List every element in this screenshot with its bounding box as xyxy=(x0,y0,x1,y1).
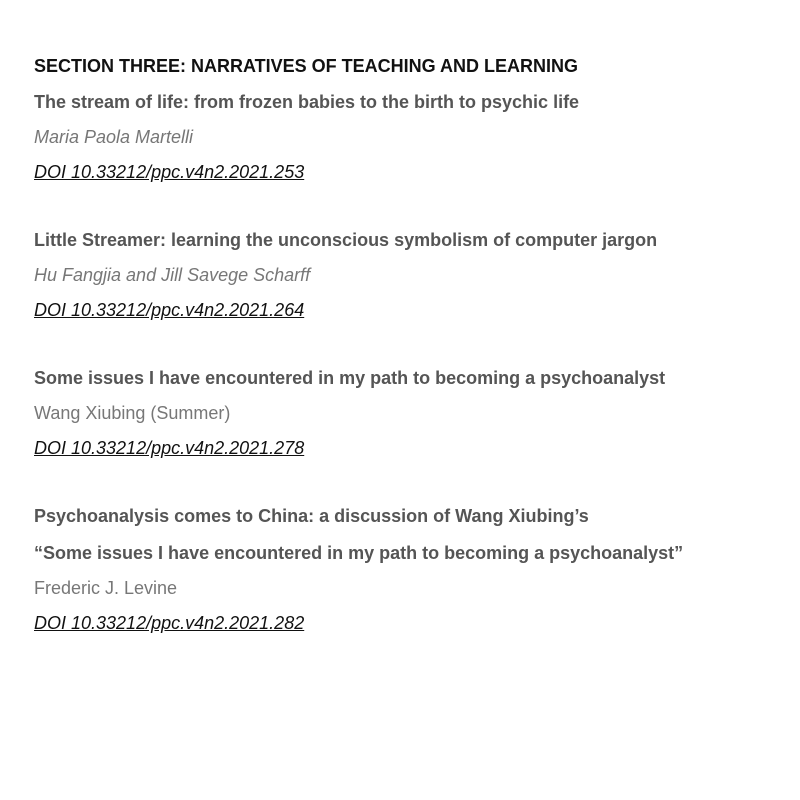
article-entry xyxy=(34,504,774,635)
article-authors: Maria Paola Martelli xyxy=(34,127,194,147)
article-authors: Wang Xiubing (Summer) xyxy=(34,403,231,423)
article-title-line: Little Streamer: learning the unconscious symbolism of computer jargon xyxy=(34,230,658,250)
article-doi-link[interactable]: DOI 10.33212/ppc.v4n2.2021.264 xyxy=(34,300,305,320)
article-doi-link[interactable]: DOI 10.33212/ppc.v4n2.2021.278 xyxy=(34,438,305,458)
article-doi-link[interactable]: DOI 10.33212/ppc.v4n2.2021.282 xyxy=(34,613,305,633)
article-authors: Hu Fangjia and Jill Savege Scharff xyxy=(34,265,311,285)
article-entry xyxy=(34,366,774,460)
table-of-contents-section xyxy=(34,54,774,679)
article-title xyxy=(34,504,774,565)
article-title-line: The stream of life: from frozen babies to the birth to psychic life xyxy=(34,92,580,112)
article-entry xyxy=(34,228,774,322)
article-title-line: “Some issues I have encountered in my path to becoming a psychoanalyst” xyxy=(34,543,684,563)
article-authors: Frederic J. Levine xyxy=(34,578,178,598)
article-doi-link[interactable]: DOI 10.33212/ppc.v4n2.2021.253 xyxy=(34,162,305,182)
article-title xyxy=(34,366,774,390)
section-heading: SECTION THREE: NARRATIVES OF TEACHING AND LEARNING xyxy=(34,56,579,76)
article-entry xyxy=(34,90,774,184)
article-title xyxy=(34,228,774,252)
article-title-line: Psychoanalysis comes to China: a discussion of Wang Xiubing’s xyxy=(34,506,589,526)
article-title-line: Some issues I have encountered in my path to becoming a psychoanalyst xyxy=(34,368,666,388)
article-title xyxy=(34,90,774,114)
